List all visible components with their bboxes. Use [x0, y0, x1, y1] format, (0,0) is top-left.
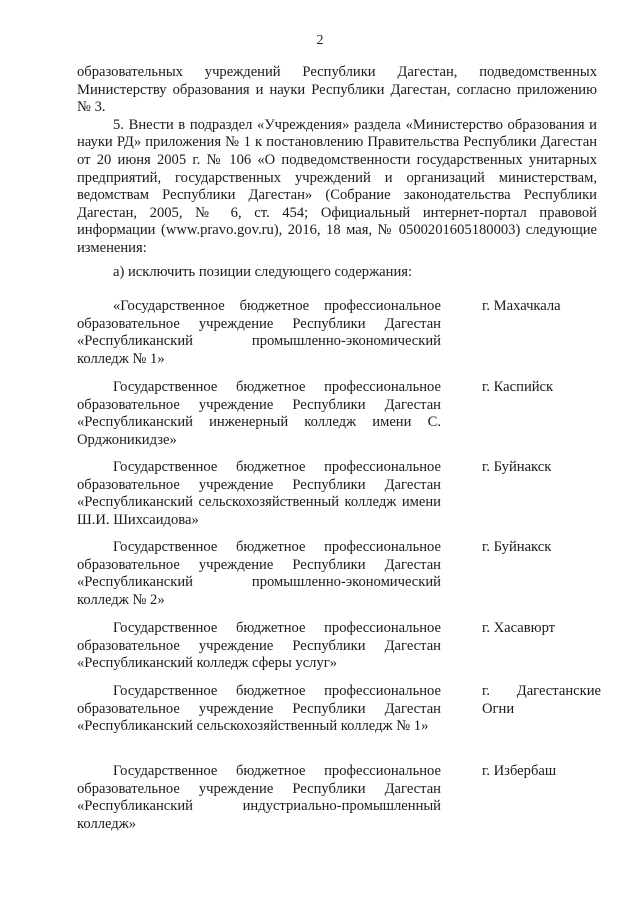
institution-city: г. Избербаш — [482, 763, 557, 779]
institution-city: г. Каспийск — [482, 379, 554, 395]
institution-city: г. Буйнакск — [482, 539, 552, 555]
item-5-paragraph: 5. Внести в подраздел «Учреждения» раздела «Министерство образования и науки РД» приложения № 1 к постановлению Правительства Республики Дагестан от 20 июня 2005 г. № 106 «О подведомственности государственных унитарных предприятий, государственных учреждений и организаций министерствам, ведомствам Республики Дагестан» (Собрание законодательства Республики Дагестан, 2005, № 6, ст. 454; Официальный интернет-портал правовой информации (www.pravo.gov.ru), 2016, 18 мая, № 0500201605180003) следующие изменения: — [77, 116, 597, 256]
institution-city: г. Буйнакск — [482, 459, 552, 475]
institution-name: Государственное бюджетное профессиональное образовательное учреждение Республики Дагестан «Республиканский индустриально-промышленный колледж» — [77, 763, 441, 832]
intro-text — [77, 64, 597, 258]
page-number: 2 — [316, 33, 324, 48]
institution-city: г. Махачкала — [482, 298, 561, 314]
institution-name: Государственное бюджетное профессиональное образовательное учреждение Республики Дагестан «Республиканский колледж сферы услуг» — [77, 620, 441, 672]
institution-name: «Государственное бюджетное профессиональное образовательное учреждение Республики Дагестан «Республиканский промышленно-экономический колледж № 1» — [77, 298, 441, 367]
institution-name: Государственное бюджетное профессиональное образовательное учреждение Республики Дагестан «Республиканский сельскохозяйственный колледж имени Ш.И. Шихсаидова» — [77, 459, 441, 528]
subitem-a-paragraph: а) исключить позиции следующего содержания: — [113, 264, 413, 280]
institution-city: г. Дагестанские Огни — [482, 683, 601, 717]
institution-city: г. Хасавюрт — [482, 620, 556, 636]
institution-name: Государственное бюджетное профессиональное образовательное учреждение Республики Дагестан «Республиканский инженерный колледж имени С. Орджоникидзе» — [77, 379, 441, 448]
institution-name: Государственное бюджетное профессиональное образовательное учреждение Республики Дагестан «Республиканский промышленно-экономический колледж № 2» — [77, 539, 441, 608]
institution-name: Государственное бюджетное профессиональное образовательное учреждение Республики Дагестан «Республиканский сельскохозяйственный колледж № 1» — [77, 683, 441, 735]
intro-continuation-paragraph: образовательных учреждений Республики Дагестан, подведомственных Министерству образования и науки Республики Дагестан, согласно приложению № 3. — [77, 64, 597, 116]
